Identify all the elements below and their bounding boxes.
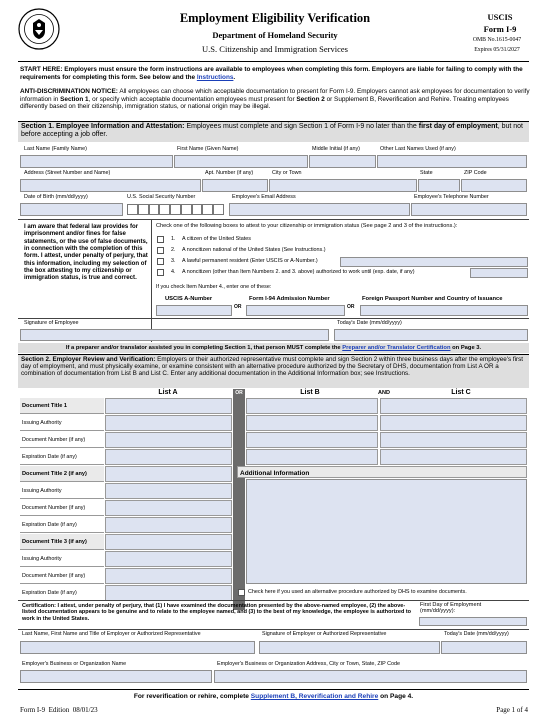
list-a-doc3-title[interactable]: [105, 534, 232, 550]
signature-row-rule: [18, 318, 529, 319]
noncitizen-national-checkbox[interactable]: [157, 247, 164, 254]
state-label: State: [420, 170, 433, 176]
other-last-names-label: Other Last Names Used (if any): [380, 146, 456, 152]
option-1-num: 1.: [171, 236, 176, 242]
employer-signature-field[interactable]: [259, 641, 440, 654]
list-b-header: List B: [300, 389, 320, 396]
apt-field[interactable]: [202, 179, 268, 192]
preparer-certification-link[interactable]: Preparer and/or Translator Certification: [342, 344, 451, 351]
option-2-label: A noncitizen national of the United States (See Instructions.): [182, 247, 326, 253]
reverification-note: For reverification or rehire, complete Supplement B, Reverification and Rehire on Page 4.: [18, 689, 529, 700]
city-field[interactable]: [269, 179, 417, 192]
i94-number-field[interactable]: [246, 305, 345, 316]
phone-label: Employee's Telephone Number: [414, 194, 489, 200]
preparer-note: If a preparer and/or translator assisted you in completing Section 1, that person MUST complete the Preparer and/or Translator Certification on Page 3.: [18, 343, 529, 353]
list-a-doc1-title[interactable]: [105, 398, 232, 414]
business-address-field[interactable]: [214, 670, 527, 683]
and-label: AND: [378, 390, 390, 396]
last-name-label: Last Name (Family Name): [24, 146, 87, 152]
employee-signature-label: Signature of Employee: [24, 320, 79, 326]
list-a-doc3-number[interactable]: [105, 568, 232, 584]
business-name-label: Employer's Business or Organization Name: [22, 661, 127, 667]
department-name: Department of Homeland Security: [212, 30, 338, 40]
list-a-doc2-expiration[interactable]: [105, 517, 232, 533]
list-a-doc3-issuer[interactable]: [105, 551, 232, 567]
option-4-label: A noncitizen (other than Item Numbers 2. and 3. above) authorized to work until (exp. date, if any): [182, 269, 415, 275]
uscis-a-number-field-option3[interactable]: [340, 257, 528, 267]
lawful-permanent-resident-checkbox[interactable]: [157, 258, 164, 265]
expiration-1-label: Expiration Date (if any): [20, 449, 104, 465]
ssn-label: U.S. Social Security Number: [127, 194, 196, 200]
middle-initial-field[interactable]: [309, 155, 376, 168]
list-a-doc2-number[interactable]: [105, 500, 232, 516]
start-here-notice: START HERE: Employers must ensure the form instructions are available to employees when completing this form. Employers are liable for failing to comply with the requirements for completing this form. See below and the Instructions.: [20, 66, 523, 81]
middle-initial-label: Middle Initial (if any): [312, 146, 360, 152]
list-a-doc2-title[interactable]: [105, 466, 232, 482]
option-1-label: A citizen of the United States: [182, 236, 251, 242]
additional-info-field[interactable]: [246, 479, 527, 584]
form-title: Employment Eligibility Verification: [179, 11, 371, 25]
doc-number-2-label: Document Number (if any): [20, 500, 104, 516]
attestation-divider: [151, 219, 152, 342]
zip-field[interactable]: [461, 179, 527, 192]
item4-prompt: If you check Item Number 4., enter one of these:: [156, 284, 272, 290]
page-number: Page 1 of 4: [496, 706, 528, 714]
issuing-authority-3-label: Issuing Authority: [20, 551, 104, 567]
email-label: Employee's Email Address: [232, 194, 296, 200]
state-select[interactable]: [418, 179, 460, 192]
employer-row-rule: [18, 629, 529, 630]
expiration-date: Expires 05/31/2027: [474, 47, 520, 53]
option-4-num: 4.: [171, 269, 176, 275]
first-name-label: First Name (Given Name): [177, 146, 239, 152]
work-authorization-expiration-field[interactable]: [470, 268, 528, 278]
passport-field[interactable]: [360, 305, 528, 316]
list-a-doc2-issuer[interactable]: [105, 483, 232, 499]
first-name-field[interactable]: [174, 155, 308, 168]
list-c-header: List C: [451, 389, 471, 396]
doc-title-3-label: Document Title 3 (if any): [20, 534, 104, 550]
check-prompt: Check one of the following boxes to attest to your citizenship or immigration status (See page 2 and 3 of the instructions.):: [156, 223, 458, 229]
phone-field[interactable]: [411, 203, 527, 216]
citizen-checkbox[interactable]: [157, 236, 164, 243]
list-c-issuer[interactable]: [380, 415, 527, 431]
address-label: Address (Street Number and Name): [24, 170, 111, 176]
issuing-authority-1-label: Issuing Authority: [20, 415, 104, 431]
uscis-a-number-field[interactable]: [156, 305, 232, 316]
list-b-number[interactable]: [246, 432, 378, 448]
section1-heading: Section 1. Employee Information and Attestation: Employees must complete and sign Section 1 of Form I-9 no later than the first day of employment, but not before accepting a job offer.: [18, 121, 529, 142]
list-c-number[interactable]: [380, 432, 527, 448]
ssn-field[interactable]: [127, 204, 224, 215]
doc-number-1-label: Document Number (if any): [20, 432, 104, 448]
option-3-num: 3.: [171, 258, 176, 264]
employer-date-field[interactable]: [441, 641, 527, 654]
supplement-b-link[interactable]: Supplement B, Reverification and Rehire: [250, 693, 379, 700]
first-day-field[interactable]: [419, 617, 527, 626]
noncitizen-authorized-checkbox[interactable]: [157, 269, 164, 276]
issuing-authority-2-label: Issuing Authority: [20, 483, 104, 499]
list-c-title[interactable]: [380, 398, 527, 414]
uscis-a-number-label: USCIS A-Number: [165, 296, 213, 302]
business-address-label: Employer's Business or Organization Address, City or Town, State, ZIP Code: [217, 661, 400, 667]
agency-name: U.S. Citizenship and Immigration Services: [202, 44, 348, 54]
attestation-text: I am aware that federal law provides for imprisonment and/or fines for false statements, or the use of false documents, in connection with the completion of this form. I attest, under penalty of perjury, that this information, including my selection of the box attesting to my citizenship or immigration status, is true and correct.: [24, 223, 148, 282]
first-day-label: First Day of Employment (mm/dd/yyyy):: [420, 602, 482, 615]
list-a-doc1-issuer[interactable]: [105, 415, 232, 431]
form-number: Form I-9: [483, 24, 517, 34]
form-edition: Form I-9 Edition 08/01/23: [20, 706, 98, 714]
zip-label: ZIP Code: [464, 170, 487, 176]
instructions-link[interactable]: Instructions: [196, 73, 234, 81]
list-b-expiration[interactable]: [246, 449, 378, 465]
section2-heading: Section 2. Employer Review and Verification: Employers or their authorized representative must complete and sign Section 2 within three business days after the employee's first day of employment, and must physically examine, or examine consistent with an alternative procedure authorized by the Secretary of DHS, documentation from List A OR a combination of documentation from List B and List C. Enter any additional documentation in the Additional Information box; see Instructions.: [18, 354, 529, 388]
or-column-label: OR: [235, 390, 243, 396]
business-name-field[interactable]: [20, 670, 212, 683]
employer-name-label: Last Name, First Name and Title of Employer or Authorized Representative: [22, 631, 201, 637]
or-label-2: OR: [347, 304, 355, 310]
or-column: [233, 389, 245, 610]
employer-date-label: Today's Date (mm/dd/yyyy): [444, 631, 509, 637]
address-field[interactable]: [20, 179, 201, 192]
list-a-doc3-expiration[interactable]: [105, 585, 232, 601]
doc-title-1-label: Document Title 1: [20, 398, 104, 414]
list-b-title[interactable]: [246, 398, 378, 414]
employee-signature-field[interactable]: [20, 329, 329, 341]
employer-name-field[interactable]: [20, 641, 255, 654]
doc-title-2-label: Document Title 2 (if any): [20, 466, 104, 482]
list-a-doc1-number[interactable]: [105, 432, 232, 448]
option-2-num: 2.: [171, 247, 176, 253]
i94-label: Form I-94 Admission Number: [249, 296, 330, 302]
apt-label: Apt. Number (if any): [205, 170, 254, 176]
expiration-2-label: Expiration Date (if any): [20, 517, 104, 533]
list-a-header: List A: [158, 389, 178, 396]
dob-field[interactable]: [20, 203, 123, 216]
omb-number: OMB No.1615-0047: [472, 37, 522, 43]
additional-info-label: Additional Information: [237, 466, 527, 478]
or-label-1: OR: [234, 304, 242, 310]
option-3-label: A lawful permanent resident (Enter USCIS or A-Number.): [182, 258, 318, 264]
email-field[interactable]: [229, 203, 410, 216]
attestation-top-rule: [18, 219, 529, 220]
list-a-doc1-expiration[interactable]: [105, 449, 232, 465]
employee-date-label: Today's Date (mm/dd/yyyy): [337, 320, 402, 326]
certification-text: Certification: I attest, under penalty of perjury, that (1) I have examined the documentation presented by the above-named employee, (2) the above-listed documentation appears to be genuine and to relate to the employee named, and (3) to the best of my knowledge, the employee is authorized to work in the United States.: [22, 603, 412, 622]
alternative-procedure-label: Check here if you used an alternative procedure authorized by DHS to examine documents.: [248, 589, 467, 595]
city-label: City or Town: [272, 170, 302, 176]
doc-number-3-label: Document Number (if any): [20, 568, 104, 584]
header-rule: [18, 61, 529, 62]
passport-label: Foreign Passport Number and Country of Issuance: [362, 296, 503, 302]
alternative-procedure-checkbox[interactable]: [238, 589, 245, 596]
anti-discrimination-notice: ANTI-DISCRIMINATION NOTICE: All employees can choose which acceptable documentation to present for Form I-9. Employers cannot ask employees for documentation to verify information in Section 1, or specify which acceptable documentation employees must present for Section 2 or Supplement B, Reverification and Rehire. Treating employees differently based on their citizenship, immigration status, or national origin may be illegal.: [20, 88, 530, 111]
expiration-3-label: Expiration Date (if any): [20, 585, 104, 601]
uscis-label: USCIS: [487, 12, 513, 22]
employer-signature-label: Signature of Employer or Authorized Representative: [262, 631, 387, 637]
employee-date-field[interactable]: [334, 329, 528, 341]
list-b-issuer[interactable]: [246, 415, 378, 431]
last-name-field[interactable]: [20, 155, 173, 168]
dob-label: Date of Birth (mm/dd/yyyy): [24, 194, 88, 200]
dhs-seal: [18, 8, 60, 50]
certification-top-rule: [18, 600, 529, 601]
other-last-names-field[interactable]: [377, 155, 527, 168]
list-c-expiration[interactable]: [380, 449, 527, 465]
